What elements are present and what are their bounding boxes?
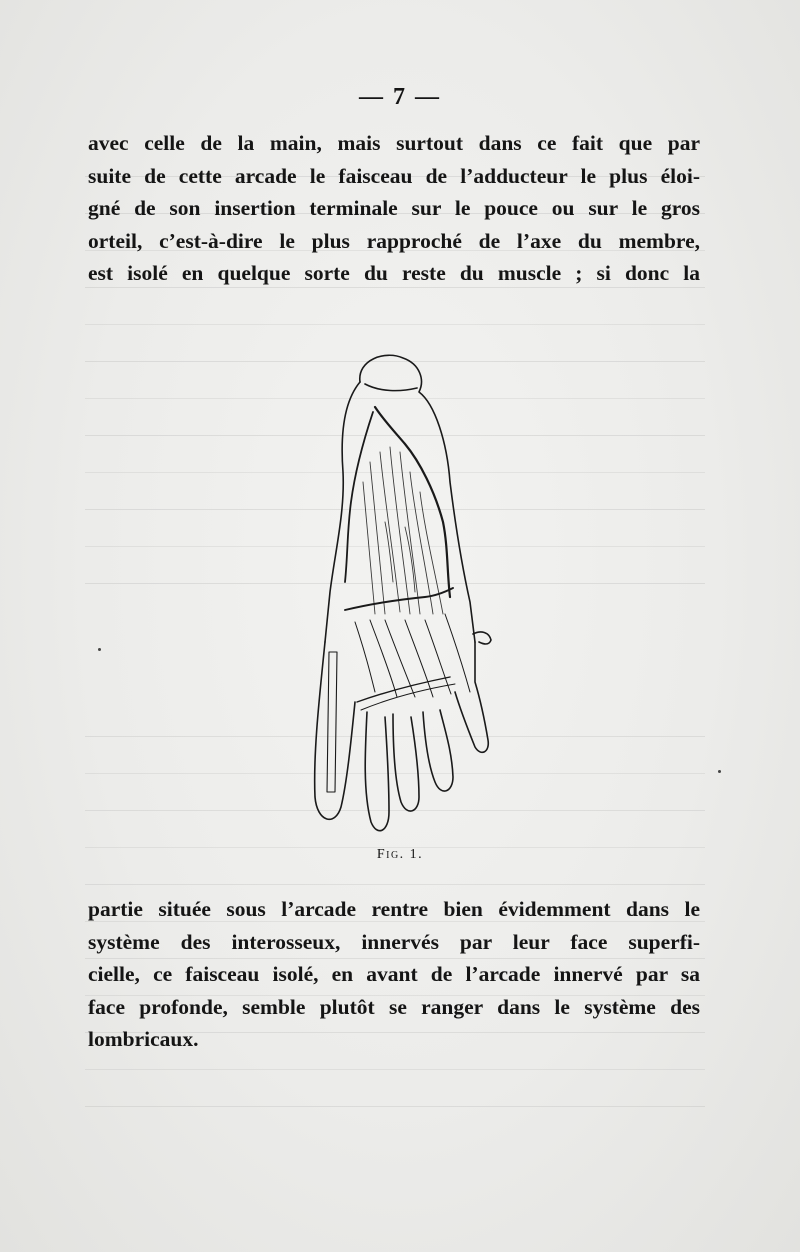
toe-4	[423, 710, 453, 791]
text-line: orteil, c’est-à-dire le plus rapproché de l’axe du membre,	[88, 228, 700, 253]
text-line: système des interosseux, innervés par leur face superfi-	[88, 929, 700, 954]
heel-outline-left	[325, 382, 360, 642]
cut-tendon	[327, 652, 337, 792]
text-line: face profonde, semble plutôt se ranger dans le système des	[88, 994, 700, 1019]
text-line: lombricaux.	[88, 1027, 199, 1051]
paragraph-top	[88, 127, 700, 290]
text-line: est isolé en quelque sorte du reste du muscle ; si donc la	[88, 261, 700, 285]
paragraph-bottom	[88, 893, 700, 1056]
text-line: cielle, ce faisceau isolé, en avant de l’arcade innervé par sa	[88, 962, 700, 986]
page-number: — 7 —	[359, 84, 441, 110]
text-line: suite de cette arcade le faisceau de l’adducteur le plus éloi-	[88, 163, 700, 188]
toe-3	[393, 714, 419, 811]
figure-caption: Fig. 1.	[376, 847, 424, 862]
text-line: gné de son insertion terminale sur le pouce ou sur le gros	[88, 196, 700, 220]
text-line: partie située sous l’arcade rentre bien évidemment dans le	[88, 897, 700, 921]
muscle-fibres	[363, 447, 443, 614]
print-speck	[718, 770, 721, 773]
toe-2	[365, 712, 389, 831]
great-toe	[315, 642, 355, 819]
text-line: avec celle de la main, mais surtout dans ce fait que par	[88, 131, 700, 155]
print-speck	[98, 648, 101, 651]
forefoot-fibres	[355, 614, 470, 710]
foot-anatomy-illustration	[285, 352, 525, 842]
heel-outline	[360, 355, 475, 642]
